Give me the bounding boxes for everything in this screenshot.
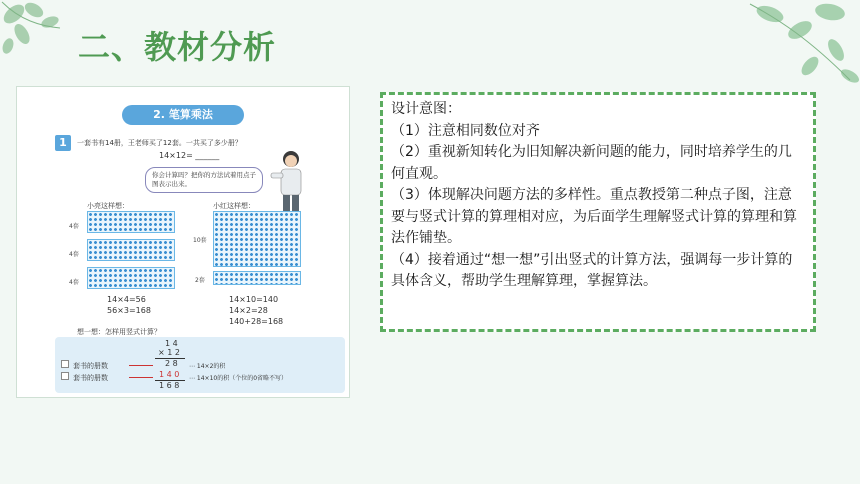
problem-equation: 14×12= ______ [159, 151, 220, 160]
design-heading: 设计意图： [391, 101, 461, 117]
left-group-label: 4套 [69, 223, 79, 230]
calc-note: ⋯ 14×10的积（个位的0省略不写） [189, 375, 288, 382]
row-label: 套书的册数 [73, 374, 108, 382]
right-calc-line: 140+28=168 [229, 317, 284, 326]
arrow-line [129, 377, 153, 378]
right-calc-line: 14×2=28 [229, 306, 268, 315]
calc-row: 1 4 0 [159, 370, 180, 379]
left-group-label: 4套 [69, 251, 79, 258]
design-intent-box [380, 92, 816, 332]
design-point: （2）重视新知转化为旧知解决新问题的能力，同时培养学生的几何直观。 [391, 144, 792, 182]
textbook-page-image [16, 86, 350, 398]
problem-question: 一套书有14册，王老师买了12套。一共买了多少册？ [77, 139, 242, 147]
page-title: 二、教材分析 [78, 28, 277, 66]
dot-grid [87, 211, 175, 233]
right-calc-line: 14×10=140 [229, 295, 279, 304]
leaf-decoration-top-left-icon [0, 0, 80, 62]
left-calc-line: 56×3=168 [107, 306, 151, 315]
vertical-calc-box [55, 337, 345, 393]
arrow-line [129, 365, 153, 366]
leaf-decoration-top-right-icon [740, 0, 860, 86]
answer-box [61, 372, 69, 380]
left-calc-line: 14×4=56 [107, 295, 146, 304]
dot-grid [87, 239, 175, 261]
right-group-label: 2套 [195, 277, 205, 284]
dot-grid [213, 271, 301, 285]
speech-bubble: 你会计算吗？把你的方法试着用点子图表示出来。 [145, 167, 263, 193]
problem-number-badge: 1 [55, 135, 71, 151]
left-method-caption: 小亮这样想： [87, 202, 129, 210]
design-point: （1）注意相同数位对齐 [391, 122, 540, 139]
calc-row: 1 4 [165, 339, 178, 348]
answer-box [61, 360, 69, 368]
right-group-label: 10套 [193, 237, 207, 244]
design-point: （3）体现解决问题方法的多样性。重点教授第二种点子图，注意要与竖式计算的算理相对应，为后面学生理解竖式计算的算理和算法作铺垫。 [391, 187, 797, 246]
dot-grid [87, 267, 175, 289]
think-caption: 想一想：怎样用竖式计算？ [77, 328, 161, 336]
calc-note: ⋯ 14×2的积 [189, 363, 226, 370]
calc-row: 2 8 [165, 359, 178, 368]
left-group-label: 4套 [69, 279, 79, 286]
row-label: 套书的册数 [73, 362, 108, 370]
right-method-caption: 小红这样想： [213, 202, 255, 210]
textbook-section-header: 2. 笔算乘法 [122, 105, 244, 125]
calc-row: 1 6 8 [159, 381, 180, 390]
calc-row: × 1 2 [158, 348, 180, 357]
teacher-figure-icon [269, 149, 313, 215]
dot-grid [213, 211, 301, 267]
design-point: （4）接着通过“想一想”引出竖式的计算方法，强调每一步计算的具体含义，帮助学生理解算理，掌握算法。 [391, 251, 793, 289]
